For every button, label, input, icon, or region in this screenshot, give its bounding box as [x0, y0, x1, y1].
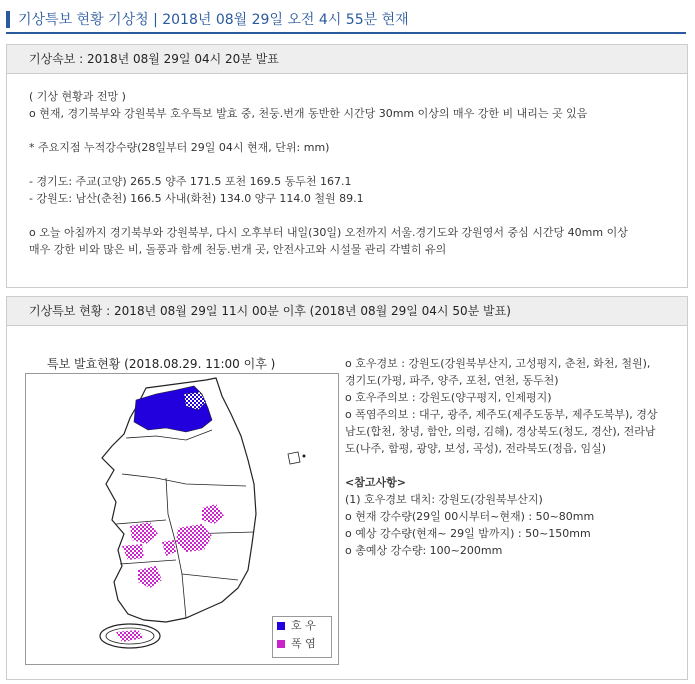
warning-line: 경기도(가평, 파주, 양주, 포천, 연천, 동두천)	[345, 374, 559, 387]
warning-line: 남도(합천, 창녕, 함안, 의령, 김해), 경상북도(청도, 경산), 전라남	[345, 425, 656, 438]
bulletin-body	[7, 74, 687, 258]
bulletin-line: ( 기상 현황과 전망 )	[29, 90, 126, 103]
warning-status-panel	[6, 296, 688, 680]
warning-details	[345, 355, 679, 559]
bulletin-line: * 주요지점 누적강수량(28일부터 29일 04시 현재, 단위: mm)	[29, 141, 330, 154]
warning-line: o 폭염주의보 : 대구, 광주, 제주도(제주도동부, 제주도북부), 경상	[345, 408, 658, 421]
weather-bulletin-panel	[6, 44, 688, 288]
reference-line: o 예상 강수량(현재~ 29일 밤까지) : 50~150mm	[345, 527, 591, 540]
bulletin-line: - 강원도: 남산(춘천) 166.5 사내(화천) 134.0 양구 114.0 철원 89.1	[29, 192, 364, 205]
warning-line: o 호우경보 : 강원도(강원북부산지, 고성평지, 춘천, 화천, 철원),	[345, 357, 651, 370]
warning-line: o 호우주의보 : 강원도(양구평지, 인제평지)	[345, 391, 552, 404]
warning-spacer	[345, 457, 679, 474]
bulletin-line: - 경기도: 주교(고양) 265.5 양주 171.5 포천 169.5 동두천 167.1	[29, 175, 352, 188]
reference-line: o 현재 강수량(29일 00시부터~현재) : 50~80mm	[345, 510, 595, 523]
heat-swatch-icon	[277, 640, 285, 648]
bulletin-title: 기상속보 : 2018년 08월 29일 04시 20분 발표	[7, 45, 687, 74]
map-title: 특보 발효현황 (2018.08.29. 11:00 이후 )	[47, 357, 276, 371]
page-title: 기상특보 현황 기상청 | 2018년 08월 29일 오전 4시 55분 현재	[18, 12, 409, 28]
map-legend	[272, 616, 332, 658]
rain-swatch-icon	[277, 622, 285, 630]
warning-title: 기상특보 현황 : 2018년 08월 29일 11시 00분 이후 (2018년 08월 29일 04시 50분 발표)	[7, 297, 687, 326]
bulletin-line: o 오늘 아침까지 경기북부와 강원북부, 다시 오후부터 내일(30일) 오전까지 서울.경기도와 강원영서 중심 시간당 40mm 이상	[29, 226, 628, 239]
reference-line: (1) 호우경보 대치: 강원도(강원북부산지)	[345, 493, 543, 506]
legend-item-heat: 폭 염	[273, 635, 331, 653]
reference-line: o 총예상 강수량: 100~200mm	[345, 544, 503, 557]
warning-line: 도(나주, 함평, 광양, 보성, 곡성), 전라북도(정읍, 임실)	[345, 442, 607, 455]
bulletin-line: o 현재, 경기북부와 강원북부 호우특보 발효 중, 천둥.번개 동반한 시간당 30mm 이상의 매우 강한 비 내리는 곳 있음	[29, 107, 588, 120]
page-header	[6, 6, 686, 34]
legend-item-rain: 호 우	[273, 617, 331, 635]
warning-map	[25, 373, 339, 665]
reference-title: <참고사항>	[345, 476, 406, 489]
header-accent-bar	[6, 11, 10, 28]
bulletin-line: 매우 강한 비와 많은 비, 돌풍과 함께 천둥.번개 곳, 안전사고와 시설물 관리 각별히 유의	[29, 243, 447, 256]
